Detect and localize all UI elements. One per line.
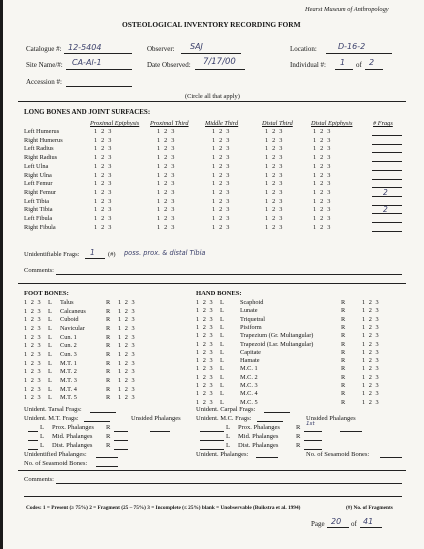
long-bone-score: 1 2 3 bbox=[313, 136, 332, 144]
page-value: 20 bbox=[331, 517, 342, 526]
foot-side-l: L bbox=[48, 350, 52, 358]
foot-bone-name: Cuboid bbox=[60, 316, 79, 324]
of-label: of bbox=[356, 61, 362, 69]
hand-right-score: 1 2 3 bbox=[362, 340, 380, 348]
observer-label: Observer: bbox=[147, 45, 175, 53]
foot-bones-title: FOOT BONES: bbox=[24, 290, 69, 297]
foot-prox-side-l: L bbox=[40, 424, 44, 431]
foot-side-l: L bbox=[48, 342, 52, 350]
long-bones-column-header: Middle Third bbox=[205, 120, 239, 127]
hand-left-score: 1 2 3 bbox=[196, 332, 214, 340]
long-bone-score: 1 2 3 bbox=[212, 162, 231, 170]
hand-side-r: R bbox=[341, 382, 346, 389]
long-bone-score: 1 2 3 bbox=[212, 223, 231, 231]
accession-label: Accession #: bbox=[26, 78, 62, 86]
long-bone-score: 1 2 3 bbox=[157, 197, 176, 205]
foot-bone-name: Cun. 2 bbox=[60, 342, 77, 350]
foot-left-score: 1 2 3 bbox=[24, 307, 42, 315]
hand-side-l: L bbox=[220, 373, 224, 381]
foot-right-score: 1 2 3 bbox=[118, 342, 136, 350]
long-bone-score: 1 2 3 bbox=[265, 188, 284, 196]
comments-label: Comments: bbox=[24, 267, 54, 274]
long-bone-score: 1 2 3 bbox=[313, 154, 332, 162]
foot-prox-label: Prox. Phalanges bbox=[52, 424, 94, 431]
foot-prox-side-r: R bbox=[106, 424, 111, 431]
foot-side-l: L bbox=[48, 359, 52, 367]
foot-side-r: R bbox=[106, 359, 111, 367]
foot-side-r: R bbox=[106, 316, 111, 324]
foot-bone-name: Talus bbox=[60, 299, 74, 306]
date-label: Date Observed: bbox=[147, 61, 191, 69]
hand-left-score: 1 2 3 bbox=[196, 382, 214, 389]
foot-bone-name: M.T. 2 bbox=[60, 368, 77, 376]
hand-right-score: 1 2 3 bbox=[362, 307, 380, 315]
long-bone-score: 1 2 3 bbox=[313, 145, 332, 153]
hand-right-score: 1 2 3 bbox=[362, 357, 380, 365]
individual-label: Individual #: bbox=[290, 61, 326, 69]
hand-side-r: R bbox=[341, 315, 346, 323]
foot-unid-phal-label: Unidentified Phalanges: bbox=[24, 451, 87, 458]
long-bone-score: 1 2 3 bbox=[94, 162, 113, 170]
long-bone-score: 1 2 3 bbox=[313, 171, 332, 179]
foot-side-r: R bbox=[106, 394, 111, 402]
hand-side-r: R bbox=[341, 390, 346, 398]
foot-side-l: L bbox=[48, 299, 52, 306]
site-label: Site Name/#: bbox=[26, 61, 63, 69]
long-bone-score: 1 2 3 bbox=[313, 197, 332, 205]
foot-bone-name: M.T. 5 bbox=[60, 394, 77, 402]
frags-line bbox=[372, 170, 402, 171]
long-bone-score: 1 2 3 bbox=[157, 128, 176, 135]
unidentifiable-label: Unidentifiable Frags: bbox=[24, 251, 80, 258]
comments2-label: Comments: bbox=[24, 476, 54, 483]
foot-left-score: 1 2 3 bbox=[24, 342, 42, 350]
hand-bone-name: Hamate bbox=[240, 357, 260, 365]
foot-left-score: 1 2 3 bbox=[24, 324, 42, 332]
hand-side-l: L bbox=[220, 382, 224, 389]
hand-side-l: L bbox=[220, 340, 224, 348]
long-bone-name: Right Femur bbox=[24, 188, 57, 196]
long-bones-column-header: Distal Third bbox=[262, 120, 293, 127]
hand-side-l: L bbox=[220, 390, 224, 398]
foot-left-score: 1 2 3 bbox=[24, 376, 42, 384]
frags-line bbox=[372, 179, 402, 180]
foot-dist-side-l: L bbox=[40, 442, 44, 449]
foot-right-score: 1 2 3 bbox=[118, 394, 136, 402]
long-bone-score: 1 2 3 bbox=[313, 188, 332, 196]
hand-left-score: 1 2 3 bbox=[196, 390, 214, 398]
long-bone-score: 1 2 3 bbox=[157, 145, 176, 153]
foot-right-score: 1 2 3 bbox=[118, 307, 136, 315]
hand-dist-label: Dist. Phalanges bbox=[238, 442, 279, 449]
hand-bone-name: M.C. 1 bbox=[240, 365, 258, 373]
hand-prox-side-r: R bbox=[296, 424, 301, 431]
hand-bone-name: Triquetral bbox=[240, 315, 265, 323]
scan-edge bbox=[0, 0, 3, 549]
location-value: D-16-2 bbox=[338, 42, 366, 51]
hand-right-score: 1 2 3 bbox=[362, 382, 380, 389]
foot-mid-side-r: R bbox=[106, 433, 111, 440]
foot-dist-side-r: R bbox=[106, 442, 111, 449]
hand-side-r: R bbox=[341, 332, 346, 340]
long-bone-score: 1 2 3 bbox=[157, 206, 176, 214]
foot-side-l: L bbox=[48, 307, 52, 315]
foot-bone-name: M.T. 4 bbox=[60, 385, 77, 393]
page-of: of bbox=[351, 520, 357, 528]
foot-side-r: R bbox=[106, 333, 111, 341]
long-bone-score: 1 2 3 bbox=[212, 206, 231, 214]
hand-dist-side-l: L bbox=[226, 442, 230, 449]
long-bones-column-header: Distal Epiphysis bbox=[311, 120, 353, 127]
long-bone-score: 1 2 3 bbox=[265, 206, 284, 214]
mt-frags-label: Unident. M.T. Frags: bbox=[24, 415, 79, 422]
foot-side-r: R bbox=[106, 324, 111, 332]
foot-right-score: 1 2 3 bbox=[118, 333, 136, 341]
tarsal-frags-label: Unident. Tarsal Frags: bbox=[24, 406, 82, 413]
foot-left-score: 1 2 3 bbox=[24, 316, 42, 324]
frags-line bbox=[372, 144, 402, 145]
long-bones-title: LONG BONES AND JOINT SURFACES: bbox=[24, 108, 151, 116]
hand-side-r: R bbox=[341, 398, 346, 406]
long-bone-score: 1 2 3 bbox=[157, 171, 176, 179]
foot-mid-label: Mid. Phalanges bbox=[52, 433, 93, 440]
hand-left-score: 1 2 3 bbox=[196, 307, 214, 315]
foot-side-l: L bbox=[48, 324, 52, 332]
circle-note: (Circle all that apply) bbox=[185, 93, 240, 100]
foot-bone-name: Cun. 3 bbox=[60, 350, 77, 358]
hand-left-score: 1 2 3 bbox=[196, 365, 214, 373]
hand-side-r: R bbox=[341, 299, 346, 306]
frags-hash: (#) bbox=[108, 251, 116, 258]
long-bone-score: 1 2 3 bbox=[265, 215, 284, 222]
foot-right-score: 1 2 3 bbox=[118, 368, 136, 376]
long-bone-frags: 2 bbox=[383, 205, 388, 215]
foot-right-score: 1 2 3 bbox=[118, 350, 136, 358]
long-bone-score: 1 2 3 bbox=[212, 145, 231, 153]
hand-side-l: L bbox=[220, 315, 224, 323]
long-bone-score: 1 2 3 bbox=[94, 215, 113, 222]
page-label: Page bbox=[311, 520, 325, 528]
unidentifiable-note: poss. prox. & distal Tibia bbox=[124, 249, 206, 257]
foot-side-r: R bbox=[106, 342, 111, 350]
long-bone-score: 1 2 3 bbox=[265, 223, 284, 231]
long-bone-score: 1 2 3 bbox=[212, 154, 231, 162]
long-bone-score: 1 2 3 bbox=[157, 215, 176, 222]
foot-right-score: 1 2 3 bbox=[118, 359, 136, 367]
long-bones-column-header: # Frags bbox=[373, 120, 393, 127]
hand-side-l: L bbox=[220, 307, 224, 315]
hand-side-r: R bbox=[341, 307, 346, 315]
foot-right-score: 1 2 3 bbox=[118, 385, 136, 393]
long-bone-score: 1 2 3 bbox=[157, 162, 176, 170]
carpal-frags-label: Unident. Carpal Frags: bbox=[196, 406, 256, 413]
frags-line bbox=[372, 135, 402, 136]
foot-side-l: L bbox=[48, 385, 52, 393]
hand-mid-side-l: L bbox=[226, 433, 230, 440]
hand-bone-name: M.C. 3 bbox=[240, 382, 258, 389]
long-bone-score: 1 2 3 bbox=[313, 206, 332, 214]
hand-left-score: 1 2 3 bbox=[196, 373, 214, 381]
foot-left-score: 1 2 3 bbox=[24, 368, 42, 376]
hand-bone-name: M.C. 2 bbox=[240, 373, 258, 381]
foot-side-l: L bbox=[48, 316, 52, 324]
hand-bones-title: HAND BONES: bbox=[196, 290, 242, 297]
long-bone-score: 1 2 3 bbox=[157, 154, 176, 162]
hand-left-score: 1 2 3 bbox=[196, 315, 214, 323]
hand-bone-name: M.C. 5 bbox=[240, 398, 258, 406]
hand-left-score: 1 2 3 bbox=[196, 299, 214, 306]
long-bone-score: 1 2 3 bbox=[94, 206, 113, 214]
foot-unsided-label: Unsided Phalanges bbox=[131, 415, 181, 422]
hand-right-score: 1 2 3 bbox=[362, 315, 380, 323]
long-bone-frags: 2 bbox=[383, 187, 388, 197]
form-title: OSTEOLOGICAL INVENTORY RECORDING FORM bbox=[122, 20, 301, 29]
long-bone-score: 1 2 3 bbox=[212, 188, 231, 196]
foot-side-r: R bbox=[106, 385, 111, 393]
foot-side-l: L bbox=[48, 368, 52, 376]
hand-bone-name: M.C. 4 bbox=[240, 390, 258, 398]
long-bone-score: 1 2 3 bbox=[212, 128, 231, 135]
long-bone-score: 1 2 3 bbox=[157, 223, 176, 231]
hand-side-r: R bbox=[341, 323, 346, 331]
foot-left-score: 1 2 3 bbox=[24, 385, 42, 393]
hand-mid-label: Mid. Phalanges bbox=[238, 433, 279, 440]
foot-left-score: 1 2 3 bbox=[24, 333, 42, 341]
foot-side-l: L bbox=[48, 394, 52, 402]
codes-frags-legend: (#) No. of Fragments bbox=[346, 505, 393, 511]
foot-left-score: 1 2 3 bbox=[24, 394, 42, 402]
long-bone-score: 1 2 3 bbox=[212, 171, 231, 179]
hand-bone-name: Trapezoid (Lsr. Multangular) bbox=[240, 340, 314, 348]
long-bone-score: 1 2 3 bbox=[313, 223, 332, 231]
long-bone-score: 1 2 3 bbox=[94, 188, 113, 196]
long-bone-score: 1 2 3 bbox=[265, 145, 284, 153]
foot-side-r: R bbox=[106, 368, 111, 376]
foot-side-r: R bbox=[106, 350, 111, 358]
hand-side-r: R bbox=[341, 340, 346, 348]
long-bone-score: 1 2 3 bbox=[157, 136, 176, 144]
observer-value: SAJ bbox=[190, 42, 203, 51]
long-bone-score: 1 2 3 bbox=[94, 136, 113, 144]
foot-bone-name: Navicular bbox=[60, 324, 85, 332]
foot-bone-name: M.T. 3 bbox=[60, 376, 77, 384]
long-bone-score: 1 2 3 bbox=[94, 171, 113, 179]
hand-unsided-label: Unsided Phalanges bbox=[306, 415, 356, 422]
foot-dist-label: Dist. Phalanges bbox=[52, 442, 93, 449]
long-bone-score: 1 2 3 bbox=[265, 197, 284, 205]
long-bone-score: 1 2 3 bbox=[313, 162, 332, 170]
hand-prox-mark: 1st bbox=[306, 421, 315, 427]
long-bone-score: 1 2 3 bbox=[94, 197, 113, 205]
hand-bone-name: Capitate bbox=[240, 348, 261, 356]
long-bone-score: 1 2 3 bbox=[265, 136, 284, 144]
unidentifiable-value: 1 bbox=[90, 248, 95, 257]
mc-frags-label: Unident. M.C. Frags: bbox=[196, 415, 252, 422]
long-bone-score: 1 2 3 bbox=[265, 162, 284, 170]
hand-side-r: R bbox=[341, 365, 346, 373]
long-bone-score: 1 2 3 bbox=[94, 145, 113, 153]
long-bone-name: Right Humerus bbox=[24, 136, 63, 144]
hand-right-score: 1 2 3 bbox=[362, 299, 380, 306]
long-bone-name: Right Ulna bbox=[24, 171, 52, 179]
frags-line bbox=[372, 152, 402, 153]
long-bone-name: Left Femur bbox=[24, 180, 53, 188]
hand-right-score: 1 2 3 bbox=[362, 373, 380, 381]
hand-side-l: L bbox=[220, 365, 224, 373]
foot-right-score: 1 2 3 bbox=[118, 316, 136, 324]
frags-line bbox=[372, 222, 402, 223]
hand-side-l: L bbox=[220, 398, 224, 406]
hand-side-l: L bbox=[220, 357, 224, 365]
long-bones-column-header: Proximal Epiphysis bbox=[90, 120, 140, 127]
long-bone-score: 1 2 3 bbox=[265, 180, 284, 188]
long-bone-name: Right Fibula bbox=[24, 223, 56, 231]
long-bone-score: 1 2 3 bbox=[94, 154, 113, 162]
hand-side-r: R bbox=[341, 357, 346, 365]
hand-side-l: L bbox=[220, 323, 224, 331]
location-label: Location: bbox=[290, 45, 317, 53]
hand-right-score: 1 2 3 bbox=[362, 365, 380, 373]
long-bone-score: 1 2 3 bbox=[212, 180, 231, 188]
hand-side-l: L bbox=[220, 332, 224, 340]
hand-side-r: R bbox=[341, 373, 346, 381]
long-bone-name: Left Humerus bbox=[24, 128, 60, 135]
page-total: 41 bbox=[363, 517, 374, 526]
hand-left-score: 1 2 3 bbox=[196, 348, 214, 356]
long-bone-name: Left Ulna bbox=[24, 162, 49, 170]
hand-bone-name: Scaphoid bbox=[240, 299, 264, 306]
foot-sesamoid-label: No. of Seasmoid Bones: bbox=[24, 460, 88, 467]
long-bone-name: Right Radius bbox=[24, 154, 58, 162]
hand-bone-name: Trapezium (Gr. Multangular) bbox=[240, 332, 314, 340]
long-bone-name: Left Radius bbox=[24, 145, 54, 153]
frags-line bbox=[372, 231, 402, 232]
foot-side-r: R bbox=[106, 376, 111, 384]
individual-total: 2 bbox=[369, 58, 375, 67]
foot-bone-name: Cun. 1 bbox=[60, 333, 77, 341]
hand-mid-side-r: R bbox=[296, 433, 301, 440]
site-value: CA-Al-1 bbox=[72, 58, 102, 67]
hand-left-score: 1 2 3 bbox=[196, 357, 214, 365]
hand-sesamoid-label: No. of Sesamoid Bones: bbox=[306, 451, 370, 458]
foot-right-score: 1 2 3 bbox=[118, 376, 136, 384]
foot-mid-side-l: L bbox=[40, 433, 44, 440]
hand-right-score: 1 2 3 bbox=[362, 348, 380, 356]
long-bone-score: 1 2 3 bbox=[265, 128, 284, 135]
long-bone-score: 1 2 3 bbox=[212, 136, 231, 144]
hand-left-score: 1 2 3 bbox=[196, 340, 214, 348]
hand-prox-side-l: L bbox=[226, 424, 230, 431]
long-bone-name: Left Tibia bbox=[24, 197, 50, 205]
hand-side-l: L bbox=[220, 348, 224, 356]
long-bone-score: 1 2 3 bbox=[313, 215, 332, 222]
long-bone-name: Left Fibula bbox=[24, 215, 53, 222]
foot-left-score: 1 2 3 bbox=[24, 299, 42, 306]
foot-left-score: 1 2 3 bbox=[24, 350, 42, 358]
long-bone-score: 1 2 3 bbox=[157, 188, 176, 196]
long-bone-name: Right Tibia bbox=[24, 206, 53, 214]
foot-side-r: R bbox=[106, 299, 111, 306]
hand-unid-phal-label: Unident. Phalanges: bbox=[196, 451, 249, 458]
long-bones-column-header: Proximal Third bbox=[150, 120, 189, 127]
foot-bone-name: M.T. 1 bbox=[60, 359, 77, 367]
date-value: 7/17/00 bbox=[203, 57, 236, 67]
hand-side-l: L bbox=[220, 299, 224, 306]
long-bone-score: 1 2 3 bbox=[212, 197, 231, 205]
long-bone-score: 1 2 3 bbox=[265, 154, 284, 162]
hand-bone-name: Pisiform bbox=[240, 323, 262, 331]
foot-right-score: 1 2 3 bbox=[118, 299, 136, 306]
long-bone-score: 1 2 3 bbox=[265, 171, 284, 179]
long-bone-score: 1 2 3 bbox=[313, 180, 332, 188]
frags-line bbox=[372, 161, 402, 162]
long-bone-score: 1 2 3 bbox=[157, 180, 176, 188]
foot-bone-name: Calcaneus bbox=[60, 307, 86, 315]
hand-bone-name: Lunate bbox=[240, 307, 258, 315]
hand-right-score: 1 2 3 bbox=[362, 332, 380, 340]
foot-left-score: 1 2 3 bbox=[24, 359, 42, 367]
foot-side-r: R bbox=[106, 307, 111, 315]
museum-name: Hearst Museum of Anthropology bbox=[305, 6, 389, 13]
hand-left-score: 1 2 3 bbox=[196, 323, 214, 331]
hand-right-score: 1 2 3 bbox=[362, 323, 380, 331]
hand-dist-side-r: R bbox=[296, 442, 301, 449]
catalogue-value: 12-5404 bbox=[68, 43, 102, 52]
individual-value: 1 bbox=[340, 58, 346, 67]
catalogue-label: Catalogue #: bbox=[26, 45, 62, 53]
long-bone-score: 1 2 3 bbox=[94, 223, 113, 231]
foot-right-score: 1 2 3 bbox=[118, 324, 136, 332]
hand-left-score: 1 2 3 bbox=[196, 398, 214, 406]
hand-side-r: R bbox=[341, 348, 346, 356]
foot-side-l: L bbox=[48, 376, 52, 384]
hand-right-score: 1 2 3 bbox=[362, 398, 380, 406]
long-bone-score: 1 2 3 bbox=[212, 215, 231, 222]
hand-right-score: 1 2 3 bbox=[362, 390, 380, 398]
long-bone-score: 1 2 3 bbox=[94, 180, 113, 188]
long-bone-score: 1 2 3 bbox=[94, 128, 113, 135]
codes-legend: Codes: 1 = Present (≥ 75%) 2 = Fragment (25 – 75%) 3 = Incomplete (≤ 25%) blank = Unobservable (Buikstra et al. 1994) bbox=[26, 505, 301, 511]
long-bone-score: 1 2 3 bbox=[313, 128, 332, 135]
foot-side-l: L bbox=[48, 333, 52, 341]
hand-prox-label: Prox. Phalanges bbox=[238, 424, 280, 431]
